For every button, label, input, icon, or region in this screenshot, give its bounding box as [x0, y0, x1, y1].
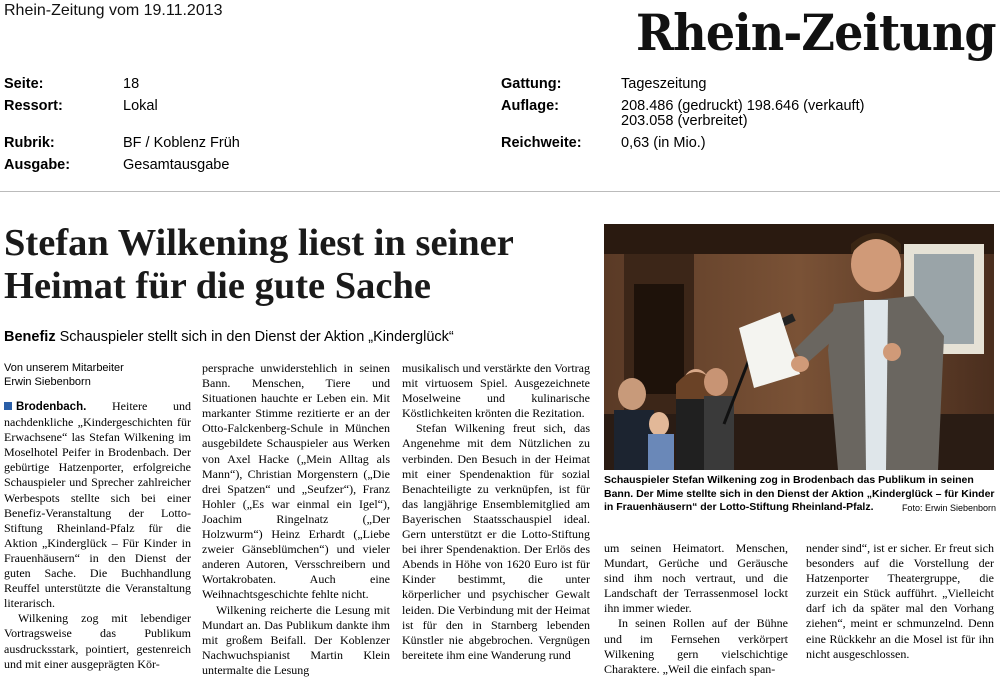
article-column-2 [202, 361, 390, 694]
subhead-text: Schauspieler stellt sich in den Dienst der Aktion „Kinderglück“ [59, 329, 454, 345]
seite-label: Seite: [4, 76, 44, 92]
auflage-label: Auflage: [501, 98, 559, 114]
seite-value: 18 [123, 76, 140, 92]
kicker: Benefiz [4, 329, 56, 345]
source-date-line: Rhein-Zeitung vom 19.11.2013 [4, 2, 223, 19]
ausgabe-label: Ausgabe: [4, 157, 71, 173]
photo-illustration [604, 224, 994, 470]
article-photo [604, 224, 994, 470]
byline [4, 361, 194, 389]
photo-caption [604, 474, 996, 516]
paragraph: musikalisch und verstärkte den Vortrag mit virtuosem Spiel. Ausgezeichnete Moselweine und kulinarische Köstlichkeiten krönten die Rezitation. [402, 361, 590, 421]
ressort-label: Ressort: [4, 98, 63, 114]
paragraph: In seinen Rollen auf der Bühne und im Fernsehen verkörpert Wilkening gern vielschichtige Charaktere. „Weil die einfach span- [604, 616, 788, 676]
lead-paragraph [4, 399, 191, 611]
article-column-3 [402, 361, 590, 694]
byline-role: Von unserem Mitarbeiter [4, 362, 124, 374]
paragraph: persprache unwiderstehlich in seinen Bann. Menschen, Tiere und Situationen hauchte er Leben ein. Mit markanter Stimme rezitierte er an der Otto-Falckenberg-Schule in München ausgebildete Schauspieler aus Werken von Axel Hacke („Mein Alltag als Mann“), Christian Morgenstern („Die drei Spatzen“ und „Seufzer“), Franz Hohler („Es war einmal ein Igel“), Joachim Ringelnatz („Der Holzwurm“) Heinz Erhardt („Liebe zweier Gänseblümchen“) und vieler anderen Autoren, Versschreibern und Wortakrobaten. Auch eine Weihnachtsgeschichte fehlte nicht. [202, 361, 390, 602]
paragraph: um seinen Heimatort. Menschen, Mundart, Gerüche und Geräusche sind ihm noch vertraut, und die Landschaft der Terrassenmosel lockt ihn immer wieder. [604, 541, 788, 616]
byline-author: Erwin Siebenborn [4, 376, 91, 388]
ressort-value: Lokal [123, 98, 158, 114]
auflage-value-1: 208.486 (gedruckt) 198.646 (verkauft) [621, 98, 865, 114]
photo-credit: Foto: Erwin Siebenborn [901, 503, 996, 513]
gattung-value: Tageszeitung [621, 76, 707, 92]
article-column-5 [806, 541, 994, 694]
ausgabe-value: Gesamtausgabe [123, 157, 230, 173]
auflage-value-2: 203.058 (verbreitet) [621, 113, 748, 129]
reichweite-label: Reichweite: [501, 135, 582, 151]
paragraph: Stefan Wilkening freut sich, das Angenehme mit dem Nützlichen zu verbinden. Den Besuch in der Heimat mit einer Spendenaktion für sozial Benachteiligte zu verknüpfen, ist für das langjährige Ensemblemitglied am Bayerischen Staatsschauspiel ideal. Gern unterstützt er die Lotto-Stiftung bei ihrer Spendenaktion. Der Erlös des Abends in Höhe von 1620 Euro ist für Kinder bestimmt, die unter körperlicher und psychischer Gewalt leiden. Die Verbindung mit der Heimat ist für den in Starnberg lebenden Künstler nie abgebrochen. Vergnügen bereitete ihm eine Wanderung rund [402, 421, 590, 662]
newspaper-logo: Rhein-Zeitung [636, 3, 996, 62]
article-column-1 [4, 399, 191, 694]
rubrik-label: Rubrik: [4, 135, 55, 151]
section-marker-icon [4, 402, 12, 410]
dateline-place: Brodenbach. [16, 401, 87, 413]
gattung-label: Gattung: [501, 76, 562, 92]
article-headline: Stefan Wilkening liest in seiner Heimat für die gute Sache [4, 222, 514, 307]
paragraph-text: Heitere und nachdenkliche „Kindergeschichten für Erwachsene“ las Stefan Wilkening im Moselhotel Peifer in Brodenbach. Der gebürtige Hatzenporter, erfolgreiche Schauspieler und Sprecher zahlreicher Werbespots stellte sich bei einer Benefiz-Veranstaltung der Lotto-Stiftung Rheinland-Pfalz für die Aktion „Kinderglück – Für Kinder in Frauenhäusern“ in den Dienst der guten Sache. Die Buchhandlung Reuffel unterstützte die Veranstaltung literarisch. [4, 399, 191, 611]
article-column-4 [604, 541, 788, 694]
article-subhead [4, 328, 599, 346]
caption-text: Schauspieler Stefan Wilkening zog in Brodenbach das Publikum in seinen Bann. Der Mime stellte sich in den Dienst der Aktion „Kinderglück – für Kinder in Frauenhäusern“ der Lotto-Stiftung Rheinland-Pfalz. [604, 474, 995, 513]
paragraph: Wilkening zog mit lebendiger Vortragsweise das Publikum ausdrucksstark, pointiert, gestenreich und mit einer ausgeprägten Kör- [4, 611, 191, 671]
paragraph: nender sind“, ist er sicher. Er freut sich besonders auf die Vorstellung der Hatzenporter Theatergruppe, die zurzeit ein Stück aufführt. „Vielleicht darf ich da später mal den Vorhang ziehen“, meint er schmunzelnd. Denn eine Rückkehr an die Mosel ist für ihn nicht ausgeschlossen. [806, 541, 994, 661]
paragraph: Wilkening reicherte die Lesung mit Mundart an. Das Publikum dankte ihm mit großem Beifall. Der Koblenzer Nachwuchspianist Martin Klein untermalte die Lesung [202, 602, 390, 677]
rubrik-value: BF / Koblenz Früh [123, 135, 240, 151]
reichweite-value: 0,63 (in Mio.) [621, 135, 706, 151]
header-divider [0, 191, 1000, 192]
